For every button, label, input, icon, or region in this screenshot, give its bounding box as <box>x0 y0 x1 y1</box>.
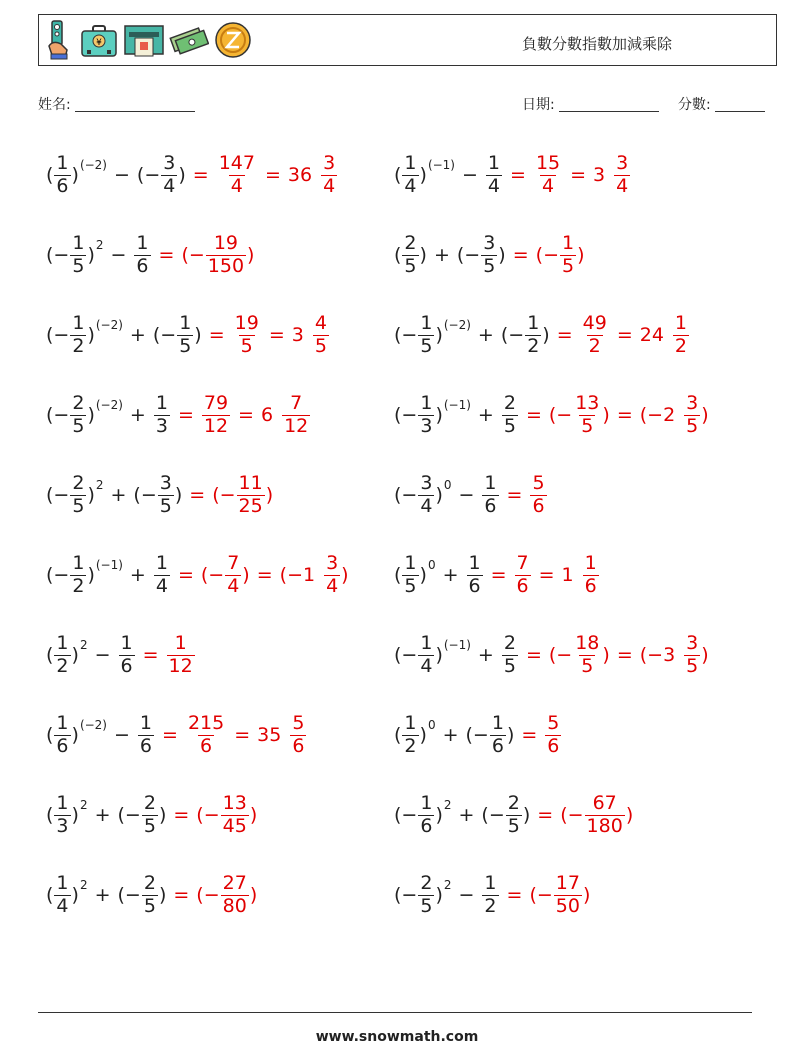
fraction: $\frac{1}{6}$ <box>468 551 481 597</box>
fraction: $\frac{27}{80}$ <box>222 871 247 917</box>
score-blank[interactable] <box>715 97 765 112</box>
problem-question: ( $\frac{1}{4}$ )$^2$ + (− $\frac{2}{5}$ ) <box>46 871 167 917</box>
fraction: $\frac{5}{6}$ <box>547 711 560 757</box>
fraction: $\frac{1}{6}$ <box>484 471 497 517</box>
problem-answer: = (− $\frac{11}{25}$ ) <box>189 471 274 517</box>
fraction: $\frac{1}{2}$ <box>56 631 69 677</box>
fraction: $\frac{1}{3}$ <box>56 791 69 837</box>
fraction: $\frac{1}{5}$ <box>561 231 575 277</box>
problem-question: ( $\frac{1}{6}$ )$^{(-2)}$ − (− $\frac{3}{4}$ ) <box>46 151 186 197</box>
problem-item <box>394 785 633 845</box>
problem-answer: = $\frac{7}{6}$ = 1 $\frac{1}{6}$ <box>490 551 597 597</box>
fraction: $\frac{7}{6}$ <box>516 551 529 597</box>
fraction: $\frac{1}{2}$ <box>72 551 85 597</box>
problem-answer: = (− $\frac{17}{50}$ ) <box>506 871 591 917</box>
exponent: 2 <box>95 477 104 492</box>
exponent: (−2) <box>79 157 107 172</box>
briefcase-yen-icon <box>79 20 119 60</box>
fraction: $\frac{2}{5}$ <box>420 871 433 917</box>
fraction: $\frac{1}{2}$ <box>484 871 497 917</box>
problem-answer: = $\frac{79}{12}$ = 6 $\frac{7}{12}$ <box>177 391 309 437</box>
problem-answer: = $\frac{1}{12}$ <box>142 631 193 677</box>
fraction: $\frac{5}{6}$ <box>292 711 305 757</box>
fraction: $\frac{1}{2}$ <box>527 311 540 357</box>
problem-item <box>46 385 311 445</box>
score-label: 分數: <box>678 97 711 113</box>
fraction: $\frac{1}{2}$ <box>404 711 417 757</box>
problem-answer: = (− $\frac{18}{5}$ ) = (−3 $\frac{3}{5}$ ) <box>525 631 709 677</box>
fraction: $\frac{3}{5}$ <box>686 631 699 677</box>
problem-question: (− $\frac{2}{5}$ )$^2$ − $\frac{1}{2}$ <box>394 871 497 917</box>
problem-question: ( $\frac{1}{5}$ )$^0$ + $\frac{1}{6}$ <box>394 551 481 597</box>
fraction: $\frac{1}{2}$ <box>72 311 85 357</box>
name-label: 姓名: <box>38 97 71 113</box>
fraction: $\frac{4}{5}$ <box>314 311 327 357</box>
fraction: $\frac{2}{5}$ <box>143 791 156 837</box>
problem-item <box>46 705 307 765</box>
fraction: $\frac{1}{6}$ <box>420 791 433 837</box>
problem-item <box>394 865 590 925</box>
problem-question: (− $\frac{1}{5}$ )$^{(-2)}$ + (− $\frac{1}{2}$ ) <box>394 311 550 357</box>
problem-item <box>46 865 257 925</box>
fraction: $\frac{1}{6}$ <box>56 151 69 197</box>
problem-answer: = (− $\frac{67}{180}$ ) <box>537 791 634 837</box>
problem-question: (− $\frac{1}{4}$ )$^{(-1)}$ + $\frac{2}{5}$ <box>394 631 516 677</box>
fraction: $\frac{17}{50}$ <box>555 871 580 917</box>
exponent: (−1) <box>95 557 123 572</box>
exponent: (−2) <box>95 397 123 412</box>
fraction: $\frac{1}{6}$ <box>584 551 597 597</box>
fraction: $\frac{1}{6}$ <box>491 711 504 757</box>
fraction: $\frac{3}{4}$ <box>323 151 336 197</box>
problem-question: ( $\frac{2}{5}$ ) + (− $\frac{3}{5}$ ) <box>394 231 506 277</box>
header-icons <box>45 20 253 60</box>
fraction: $\frac{3}{4}$ <box>420 471 433 517</box>
zen-coin-icon <box>213 20 253 60</box>
worksheet-title: 負數分數指數加減乘除 <box>521 35 672 53</box>
worksheet-header <box>38 14 777 66</box>
fraction: $\frac{49}{2}$ <box>582 311 607 357</box>
problem-item <box>46 545 349 605</box>
problem-question: (− $\frac{2}{5}$ )$^{(-2)}$ + $\frac{1}{3}$ <box>46 391 168 437</box>
exponent: (−2) <box>95 317 123 332</box>
fraction: $\frac{1}{6}$ <box>56 711 69 757</box>
problem-answer: = $\frac{147}{4}$ = 36 $\frac{3}{4}$ <box>192 151 336 197</box>
fraction: $\frac{5}{6}$ <box>532 471 545 517</box>
problem-question: (− $\frac{1}{6}$ )$^2$ + (− $\frac{2}{5}$ ) <box>394 791 531 837</box>
fraction: $\frac{2}{5}$ <box>503 631 516 677</box>
problem-item <box>394 705 562 765</box>
date-blank[interactable] <box>559 97 659 112</box>
problem-item <box>46 305 330 365</box>
problem-item <box>46 785 257 845</box>
exponent: 2 <box>79 637 88 652</box>
fraction: $\frac{19}{5}$ <box>234 311 259 357</box>
exponent: 0 <box>427 717 436 732</box>
fraction: $\frac{1}{2}$ <box>674 311 688 357</box>
problem-answer: = $\frac{215}{6}$ = 35 $\frac{5}{6}$ <box>162 711 305 757</box>
problem-item <box>394 625 709 685</box>
fraction: $\frac{1}{3}$ <box>420 391 433 437</box>
footer-divider <box>38 1012 752 1013</box>
fraction: $\frac{2}{5}$ <box>404 231 417 277</box>
problem-question: (− $\frac{1}{3}$ )$^{(-1)}$ + $\frac{2}{5}$ <box>394 391 516 437</box>
atm-card-icon <box>123 20 165 60</box>
problem-item <box>46 225 254 285</box>
fraction: $\frac{1}{4}$ <box>487 151 501 197</box>
exponent: (−2) <box>443 317 471 332</box>
problem-question: ( $\frac{1}{4}$ )$^{(-1)}$ − $\frac{1}{4}$ <box>394 151 501 197</box>
problem-question: (− $\frac{2}{5}$ )$^2$ + (− $\frac{3}{5}$ ) <box>46 471 183 517</box>
problem-item <box>394 385 709 445</box>
name-blank[interactable] <box>75 97 195 112</box>
problem-answer: = (− $\frac{19}{150}$ ) <box>158 231 255 277</box>
problem-answer: = (− $\frac{13}{45}$ ) <box>173 791 258 837</box>
name-field[interactable] <box>38 94 195 114</box>
exponent: (−2) <box>79 717 107 732</box>
problem-question: ( $\frac{1}{2}$ )$^0$ + (− $\frac{1}{6}$ ) <box>394 711 515 757</box>
problem-answer: = $\frac{49}{2}$ = 24 $\frac{1}{2}$ <box>556 311 688 357</box>
exponent: 2 <box>79 797 88 812</box>
fraction: $\frac{2}{5}$ <box>507 791 520 837</box>
fraction: $\frac{2}{5}$ <box>143 871 156 917</box>
score-field[interactable] <box>678 94 765 114</box>
problem-item <box>394 145 631 205</box>
problem-question: (− $\frac{1}{2}$ )$^{(-2)}$ + (− $\frac{1}{5}$ ) <box>46 311 202 357</box>
exponent: (−1) <box>443 637 471 652</box>
fraction: $\frac{67}{180}$ <box>586 791 623 837</box>
problem-answer: = $\frac{15}{4}$ = 3 $\frac{3}{4}$ <box>510 151 629 197</box>
fraction: $\frac{13}{45}$ <box>222 791 247 837</box>
fraction: $\frac{1}{4}$ <box>155 551 168 597</box>
fraction: $\frac{7}{12}$ <box>284 391 309 437</box>
exponent: 0 <box>427 557 436 572</box>
fraction: $\frac{1}{5}$ <box>404 551 417 597</box>
exponent: (−1) <box>427 157 455 172</box>
exponent: 2 <box>443 797 452 812</box>
problem-answer: = (− $\frac{13}{5}$ ) = (−2 $\frac{3}{5}$ ) <box>525 391 709 437</box>
problem-question: ( $\frac{1}{3}$ )$^2$ + (− $\frac{2}{5}$ ) <box>46 791 167 837</box>
fraction: $\frac{15}{4}$ <box>535 151 561 197</box>
fraction: $\frac{2}{5}$ <box>72 391 85 437</box>
fraction: $\frac{3}{5}$ <box>159 471 172 517</box>
problem-item <box>394 225 585 285</box>
date-label: 日期: <box>522 97 555 113</box>
fraction: $\frac{1}{3}$ <box>155 391 168 437</box>
fraction: $\frac{215}{6}$ <box>187 711 225 757</box>
problem-question: (− $\frac{1}{2}$ )$^{(-1)}$ + $\frac{1}{4}$ <box>46 551 168 597</box>
fraction: $\frac{1}{6}$ <box>136 231 149 277</box>
problem-question: (− $\frac{3}{4}$ )$^0$ − $\frac{1}{6}$ <box>394 471 497 517</box>
date-field[interactable] <box>522 94 659 114</box>
fraction: $\frac{1}{4}$ <box>420 631 433 677</box>
fraction: $\frac{1}{12}$ <box>168 631 193 677</box>
exponent: 2 <box>79 877 88 892</box>
fraction: $\frac{1}{4}$ <box>56 871 69 917</box>
cash-stack-icon <box>169 20 209 60</box>
exponent: (−1) <box>443 397 471 412</box>
problem-answer: = $\frac{19}{5}$ = 3 $\frac{4}{5}$ <box>208 311 327 357</box>
problem-question: ( $\frac{1}{6}$ )$^{(-2)}$ − $\frac{1}{6}$ <box>46 711 153 757</box>
fraction: $\frac{1}{5}$ <box>179 311 192 357</box>
exponent: 2 <box>443 877 452 892</box>
problem-item <box>46 465 273 525</box>
problem-answer: = (− $\frac{7}{4}$ ) = (−1 $\frac{3}{4}$ ) <box>177 551 349 597</box>
fraction: $\frac{18}{5}$ <box>575 631 600 677</box>
problem-item <box>46 625 196 685</box>
fraction: $\frac{19}{150}$ <box>207 231 245 277</box>
fraction: $\frac{79}{12}$ <box>203 391 229 437</box>
exponent: 2 <box>95 237 104 252</box>
problem-answer: = $\frac{5}{6}$ <box>521 711 560 757</box>
fraction: $\frac{147}{4}$ <box>218 151 255 197</box>
fraction: $\frac{1}{6}$ <box>139 711 153 757</box>
fraction: $\frac{3}{5}$ <box>686 391 699 437</box>
fraction: $\frac{2}{5}$ <box>72 471 85 517</box>
fraction: $\frac{3}{4}$ <box>616 151 629 197</box>
fraction: $\frac{1}{5}$ <box>420 311 433 357</box>
problem-answer: = (− $\frac{27}{80}$ ) <box>173 871 258 917</box>
remote-hand-icon <box>45 20 75 60</box>
fraction: $\frac{2}{5}$ <box>503 391 516 437</box>
problem-question: (− $\frac{1}{5}$ )$^2$ − $\frac{1}{6}$ <box>46 231 149 277</box>
fraction: $\frac{13}{5}$ <box>575 391 600 437</box>
problem-item <box>394 305 690 365</box>
problem-question: ( $\frac{1}{2}$ )$^2$ − $\frac{1}{6}$ <box>46 631 133 677</box>
fraction: $\frac{1}{6}$ <box>120 631 133 677</box>
fraction: $\frac{1}{4}$ <box>404 151 417 197</box>
fraction: $\frac{3}{4}$ <box>163 151 176 197</box>
problem-answer: = $\frac{5}{6}$ <box>506 471 545 517</box>
problem-answer: = (− $\frac{1}{5}$ ) <box>512 231 585 277</box>
footer-url: www.snowmath.com <box>315 1029 479 1045</box>
fraction: $\frac{1}{5}$ <box>72 231 85 277</box>
fraction: $\frac{3}{5}$ <box>483 231 496 277</box>
exponent: 0 <box>443 477 452 492</box>
fraction: $\frac{7}{4}$ <box>227 551 240 597</box>
fraction: $\frac{11}{25}$ <box>238 471 263 517</box>
problem-item <box>394 465 548 525</box>
fraction: $\frac{3}{4}$ <box>326 551 339 597</box>
svg-text:¥: ¥ <box>96 38 102 48</box>
problem-item <box>46 145 338 205</box>
problem-item <box>394 545 600 605</box>
